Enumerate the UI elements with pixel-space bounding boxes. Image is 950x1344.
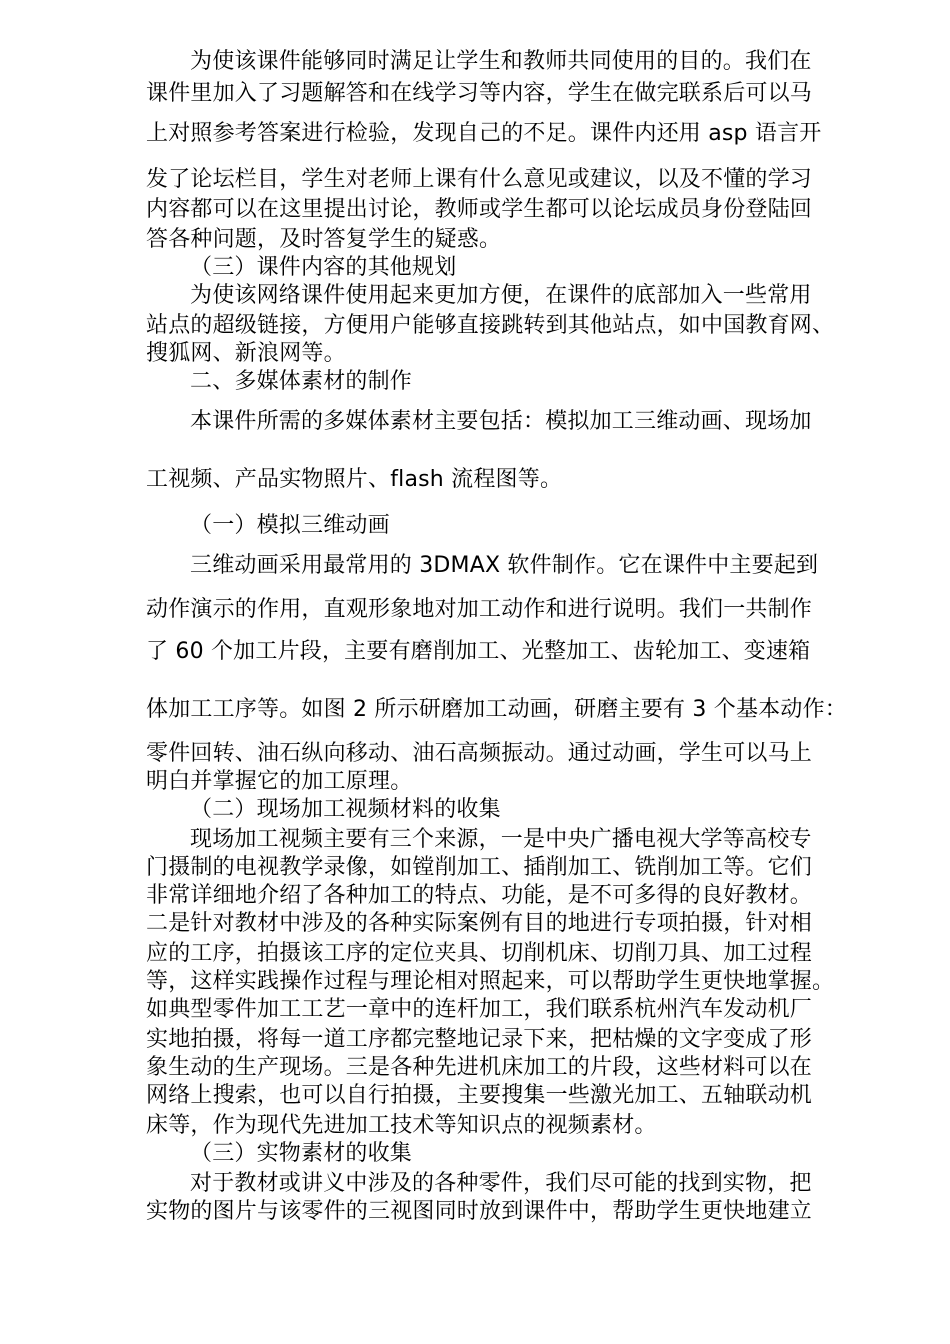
text-line: 为使该课件能够同时满足让学生和教师共同使用的目的。我们在 — [190, 49, 812, 74]
text-line: 为使该网络课件使用起来更加方便，在课件的底部加入一些常用 — [190, 283, 812, 308]
section-heading: （二）现场加工视频材料的收集 — [190, 797, 501, 822]
text-line: 了 60 个加工片段，主要有磨削加工、光整加工、齿轮加工、变速箱 — [146, 639, 811, 664]
text-line: 如典型零件加工工艺一章中的连杆加工，我们联系杭州汽车发动机厂 — [146, 997, 813, 1022]
text-line: 明白并掌握它的加工原理。 — [146, 769, 413, 794]
text-line: 门摄制的电视教学录像，如镗削加工、插削加工、铣削加工等。它们 — [146, 855, 813, 880]
text-line: 零件回转、油石纵向移动、油石高频振动。通过动画，学生可以马上 — [146, 741, 813, 766]
text-line: 象生动的生产现场。三是各种先进机床加工的片段，这些材料可以在 — [146, 1055, 813, 1080]
section-heading: （一）模拟三维动画 — [190, 513, 390, 538]
text-line: 对于教材或讲义中涉及的各种零件，我们尽可能的找到实物，把 — [190, 1171, 812, 1196]
section-heading: （三）实物素材的收集 — [190, 1141, 413, 1166]
text-line: 非常详细地介绍了各种加工的特点、功能，是不可多得的良好教材。 — [146, 883, 813, 908]
text-line: 工视频、产品实物照片、flash 流程图等。 — [146, 467, 563, 492]
section-heading: 二、多媒体素材的制作 — [190, 369, 413, 394]
text-line: 课件里加入了习题解答和在线学习等内容，学生在做完联系后可以马 — [146, 81, 813, 106]
text-line: 三维动画采用最常用的 3DMAX 软件制作。它在课件中主要起到 — [190, 553, 819, 578]
text-line: 应的工序，拍摄该工序的定位夹具、切削机床、切削刀具、加工过程 — [146, 941, 813, 966]
text-line: 本课件所需的多媒体素材主要包括：模拟加工三维动画、现场加 — [190, 409, 812, 434]
text-line: 床等，作为现代先进加工技术等知识点的视频素材。 — [146, 1113, 657, 1138]
text-line: 体加工工序等。如图 2 所示研磨加工动画，研磨主要有 3 个基本动作： — [146, 697, 847, 722]
text-line: 答各种问题，及时答复学生的疑惑。 — [146, 227, 502, 252]
text-line: 实地拍摄，将每一道工序都完整地记录下来，把枯燥的文字变成了形 — [146, 1027, 813, 1052]
text-line: 实物的图片与该零件的三视图同时放到课件中，帮助学生更快地建立 — [146, 1199, 813, 1224]
text-line: 现场加工视频主要有三个来源，一是中央广播电视大学等高校专 — [190, 827, 812, 852]
text-line: 二是针对教材中涉及的各种实际案例有目的地进行专项拍摄，针对相 — [146, 911, 813, 936]
text-line: 站点的超级链接，方便用户能够直接跳转到其他站点，如中国教育网、 — [146, 313, 835, 338]
text-line: 发了论坛栏目，学生对老师上课有什么意见或建议，以及不懂的学习 — [146, 167, 813, 192]
section-heading: （三）课件内容的其他规划 — [190, 255, 457, 280]
text-line: 搜狐网、新浪网等。 — [146, 341, 346, 366]
text-line: 上对照参考答案进行检验，发现自己的不足。课件内还用 asp 语言开 — [146, 121, 822, 146]
text-line: 动作演示的作用，直观形象地对加工动作和进行说明。我们一共制作 — [146, 597, 813, 622]
text-line: 网络上搜索，也可以自行拍摄，主要搜集一些激光加工、五轴联动机 — [146, 1083, 813, 1108]
text-line: 等，这样实践操作过程与理论相对照起来，可以帮助学生更快地掌握。 — [146, 969, 835, 994]
text-line: 内容都可以在这里提出讨论，教师或学生都可以论坛成员身份登陆回 — [146, 197, 813, 222]
